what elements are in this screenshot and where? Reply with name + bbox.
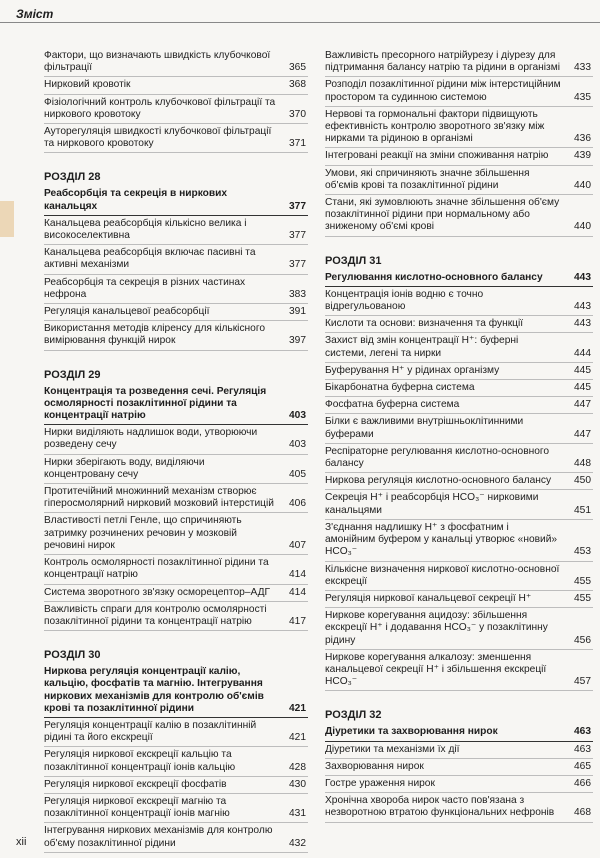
entry-page-number: 414 — [289, 569, 306, 581]
entry-page-number: 377 — [289, 230, 306, 242]
toc-entry[interactable] — [325, 490, 593, 519]
entry-title: Канальцева реабсорбція включає пасивні та активні механізми — [44, 247, 256, 271]
toc-entry[interactable] — [325, 520, 593, 562]
toc-entry[interactable] — [325, 444, 593, 473]
entry-title: Гостре ураження нирок — [325, 777, 435, 789]
entry-page-number: 368 — [289, 79, 306, 91]
header-divider — [0, 22, 600, 23]
entry-page-number: 443 — [574, 318, 591, 330]
entry-title: Важливість спраги для контролю осмолярності позаклітинної рідини та концентрації натрію — [44, 603, 267, 627]
entry-title: Регуляція ниркової екскреції кальцію та позаклітинної концентрації іонів кальцію — [44, 749, 236, 773]
toc-entry[interactable] — [325, 148, 593, 165]
entry-page-number: 456 — [574, 634, 591, 646]
entry-title: Кислоти та основи: визначення та функції — [325, 318, 524, 330]
toc-entry[interactable] — [44, 747, 308, 776]
entry-title: Хронічна хвороба нирок часто пов'язана з незворотною втратою функціональних нефронів — [325, 795, 555, 819]
toc-entry[interactable] — [44, 321, 308, 350]
toc-entry[interactable] — [325, 414, 593, 443]
entry-page-number: 391 — [289, 306, 306, 318]
entry-title: Інтегрування ниркових механізмів для контролю об'єму позаклітинної рідини — [44, 825, 273, 849]
entry-page-number: 443 — [574, 271, 591, 283]
entry-title: Ниркове корегування алкалозу: зменшення канальцевої секреції H⁺ і збільшення екскреції HCO₃⁻ — [325, 651, 547, 688]
toc-entry[interactable] — [44, 216, 308, 245]
toc-entry[interactable] — [44, 95, 308, 124]
entry-page-number: 457 — [574, 676, 591, 688]
toc-entry[interactable] — [325, 397, 593, 414]
entry-page-number: 455 — [574, 575, 591, 587]
toc-right-column — [325, 48, 593, 823]
entry-title: Нирковий кровотік — [44, 79, 131, 91]
entry-title: Стани, які зумовлюють значне збільшення об'єму позаклітинної рідини при нормальному або зниженому об'ємі крові — [325, 197, 560, 233]
toc-entry[interactable] — [325, 107, 593, 149]
entry-page-number: 463 — [574, 743, 591, 755]
toc-entry[interactable] — [325, 591, 593, 608]
toc-entry[interactable] — [325, 608, 593, 650]
entry-page-number: 406 — [289, 498, 306, 510]
toc-entry[interactable] — [44, 484, 308, 513]
entry-title: Діуретики та механізми їх дії — [325, 743, 460, 755]
toc-entry[interactable] — [325, 650, 593, 692]
entry-page-number: 405 — [289, 468, 306, 480]
entry-page-number: 370 — [289, 108, 306, 120]
entry-title: Умови, які спричиняють значне збільшення об'ємів крові та позаклітинної рідини — [325, 167, 530, 191]
entry-page-number: 436 — [574, 133, 591, 145]
toc-entry[interactable] — [325, 759, 593, 776]
toc-entry[interactable] — [325, 287, 593, 316]
entry-page-number: 445 — [574, 382, 591, 394]
entry-page-number: 407 — [289, 539, 306, 551]
toc-entry[interactable] — [44, 304, 308, 321]
chapter-heading[interactable] — [44, 186, 308, 215]
toc-entry[interactable] — [44, 555, 308, 584]
toc-entry[interactable] — [325, 742, 593, 759]
entry-title: Білки є важливими внутрішньоклітинними буферами — [325, 416, 524, 440]
entry-title: Важливість пресорного натрійурезу і діурезу для підтримання балансу натрію та рідини в організмі — [325, 50, 560, 74]
entry-page-number: 428 — [289, 761, 306, 773]
entry-title: Ауторегуляція швидкості клубочкової фільтрації та ниркового кровотоку — [44, 126, 272, 150]
toc-entry[interactable] — [325, 316, 593, 333]
toc-entry[interactable] — [44, 275, 308, 304]
toc-entry[interactable] — [325, 333, 593, 362]
entry-title: Інтегровані реакції на зміни споживання натрію — [325, 150, 549, 162]
entry-title: Буферування H⁺ у рідинах організму — [325, 364, 500, 376]
entry-title: Нирки зберігають воду, виділяючи концентровану сечу — [44, 456, 205, 480]
toc-entry[interactable] — [44, 585, 308, 602]
entry-page-number: 447 — [574, 399, 591, 411]
entry-title: Регуляція канальцевої реабсорбції — [44, 306, 210, 318]
toc-entry[interactable] — [325, 166, 593, 195]
toc-entry[interactable] — [325, 562, 593, 591]
entry-page-number: 430 — [289, 778, 306, 790]
entry-page-number: 443 — [574, 301, 591, 313]
toc-entry[interactable] — [325, 473, 593, 490]
entry-title: Регуляція ниркової екскреції фосфатів — [44, 778, 227, 790]
entry-title: Нирки виділяють надлишок води, утворюючи розведену сечу — [44, 427, 258, 451]
chapter-heading[interactable] — [44, 664, 308, 718]
entry-title: Діуретики та захворювання нирок — [325, 726, 498, 738]
toc-entry[interactable] — [44, 823, 308, 852]
toc-entry[interactable] — [325, 363, 593, 380]
entry-page-number: 450 — [574, 475, 591, 487]
entry-title: Кількісне визначення ниркової кислотно-основної екскреції — [325, 563, 560, 587]
entry-title: Захист від змін концентрації H⁺: буферні системи, легені та нирки — [325, 335, 519, 359]
toc-entry[interactable] — [325, 793, 593, 822]
entry-title: Регуляція концентрації калію в позаклітинній рідині та його екскреції — [44, 719, 257, 744]
toc-entry[interactable] — [44, 48, 308, 77]
entry-page-number: 432 — [289, 837, 306, 849]
toc-entry[interactable] — [44, 124, 308, 153]
toc-entry[interactable] — [44, 718, 308, 747]
entry-page-number: 414 — [289, 586, 306, 598]
entry-page-number: 465 — [574, 760, 591, 772]
entry-page-number: 440 — [574, 179, 591, 191]
entry-title: Реабсорбція та секреція в ниркових канальцях — [44, 188, 228, 212]
entry-title: Реабсорбція та секреція в різних частинах нефрона — [44, 276, 246, 300]
chapter-heading[interactable] — [325, 270, 593, 287]
entry-title: Фосфатна буферна система — [325, 399, 460, 411]
entry-title: Бікарбонатна буферна система — [325, 382, 475, 394]
chapter-label: РОЗДІЛ 29 — [44, 368, 101, 381]
entry-title: Нервові та гормональні фактори підвищують ефективність контролю зворотного зв'язку між нирками та рідиною в організмі — [325, 108, 545, 145]
entry-title: Протитечійний множинний механізм створює гіперосмолярний нирковий мозковий інтерстицій — [44, 486, 274, 510]
entry-title: Регуляція ниркової канальцевої секреції H⁺ — [325, 592, 532, 604]
entry-page-number: 440 — [574, 221, 591, 233]
entry-page-number: 383 — [289, 288, 306, 300]
chapter-label: РОЗДІЛ 32 — [325, 709, 382, 722]
entry-page-number: 451 — [574, 504, 591, 516]
toc-entry[interactable] — [44, 777, 308, 794]
entry-page-number: 448 — [574, 458, 591, 470]
entry-title: Використання методів кліренсу для кількісного вимірювання функцій нирок — [44, 323, 265, 347]
entry-page-number: 447 — [574, 428, 591, 440]
entry-page-number: 468 — [574, 807, 591, 819]
toc-entry[interactable] — [325, 380, 593, 397]
entry-title: Ниркова регуляція концентрації калію, кальцію, фосфатів та магнію. Інтегрування ниркових механізмів для контролю об'ємів крові та позаклітинної рідини — [44, 666, 264, 714]
chapter-label: РОЗДІЛ 28 — [44, 171, 101, 184]
entry-page-number: 435 — [574, 91, 591, 103]
entry-title: Розподіл позаклітинної рідини між інтерстиційним простором та судинною системою — [325, 79, 561, 103]
toc-entry[interactable] — [44, 77, 308, 94]
toc-left-column — [44, 48, 308, 853]
entry-page-number: 431 — [289, 808, 306, 820]
toc-entry[interactable] — [325, 195, 593, 237]
entry-title: Респіраторне регулювання кислотно-основного балансу — [325, 445, 550, 470]
entry-title: Контроль осмолярності позаклітинної рідини та концентрації натрію — [44, 557, 269, 581]
toc-entry[interactable] — [44, 602, 308, 631]
entry-title: Фізіологічний контроль клубочкової фільтрації та ниркового кровотоку — [44, 96, 276, 120]
chapter-heading[interactable] — [44, 384, 308, 426]
entry-page-number: 397 — [289, 335, 306, 347]
entry-page-number: 377 — [289, 200, 306, 212]
entry-title: Регулювання кислотно-основного балансу — [325, 271, 543, 283]
entry-page-number: 371 — [289, 138, 306, 150]
entry-page-number: 445 — [574, 364, 591, 376]
toc-entry[interactable] — [44, 794, 308, 823]
entry-title: Ниркова регуляція кислотно-основного балансу — [325, 475, 552, 487]
entry-title: Секреція H⁺ і реабсорбція HCO₃⁻ нирковими канальцями — [325, 492, 539, 516]
toc-entry[interactable] — [44, 245, 308, 274]
side-tab-marker — [0, 201, 14, 237]
entry-page-number: 466 — [574, 777, 591, 789]
entry-title: Регуляція ниркової екскреції магнію та позаклітинної концентрації іонів магнію — [44, 795, 230, 820]
page-title: Зміст — [16, 7, 54, 21]
toc-entry[interactable] — [44, 513, 308, 555]
entry-title: Фактори, що визначають швидкість клубочкової фільтрації — [44, 50, 271, 74]
chapter-label: РОЗДІЛ 31 — [325, 254, 382, 267]
entry-title: З'єднання надлишку H⁺ з фосфатним і амонійним буфером у канальці утворює «новий» HCO₃⁻ — [325, 521, 558, 558]
toc-entry[interactable] — [44, 425, 308, 454]
entry-page-number: 433 — [574, 62, 591, 74]
toc-entry[interactable] — [44, 455, 308, 484]
entry-page-number: 365 — [289, 62, 306, 74]
entry-title: Канальцева реабсорбція кількісно велика і високоселективна — [44, 217, 247, 242]
entry-page-number: 403 — [289, 439, 306, 451]
entry-page-number: 403 — [289, 410, 306, 422]
entry-title: Система зворотного зв'язку осморецептор–АДГ — [44, 586, 271, 598]
entry-page-number: 417 — [289, 615, 306, 627]
entry-page-number: 455 — [574, 592, 591, 604]
toc-entry[interactable] — [325, 776, 593, 793]
entry-page-number: 444 — [574, 347, 591, 359]
entry-title: Властивості петлі Генле, що спричиняють затримку розчинених речовин у мозковій речовині нирок — [44, 515, 242, 551]
entry-page-number: 421 — [289, 702, 306, 714]
page-number: xii — [16, 836, 27, 848]
chapter-label: РОЗДІЛ 30 — [44, 649, 101, 662]
toc-entry[interactable] — [325, 48, 593, 77]
entry-page-number: 439 — [574, 150, 591, 162]
entry-title: Концентрація іонів водню є точно відрегульованою — [325, 288, 484, 313]
entry-page-number: 377 — [289, 259, 306, 271]
entry-page-number: 463 — [574, 726, 591, 738]
chapter-heading[interactable] — [325, 724, 593, 741]
entry-page-number: 421 — [289, 732, 306, 744]
toc-entry[interactable] — [325, 77, 593, 106]
entry-page-number: 453 — [574, 546, 591, 558]
entry-title: Ниркове корегування ацидозу: збільшення екскреції H⁺ і додавання HCO₃⁻ у позаклітинну рідину — [325, 610, 548, 646]
entry-title: Концентрація та розведення сечі. Регуляція осмолярності позаклітинної рідини та концентрації натрію — [44, 385, 267, 422]
entry-title: Захворювання нирок — [325, 760, 424, 772]
